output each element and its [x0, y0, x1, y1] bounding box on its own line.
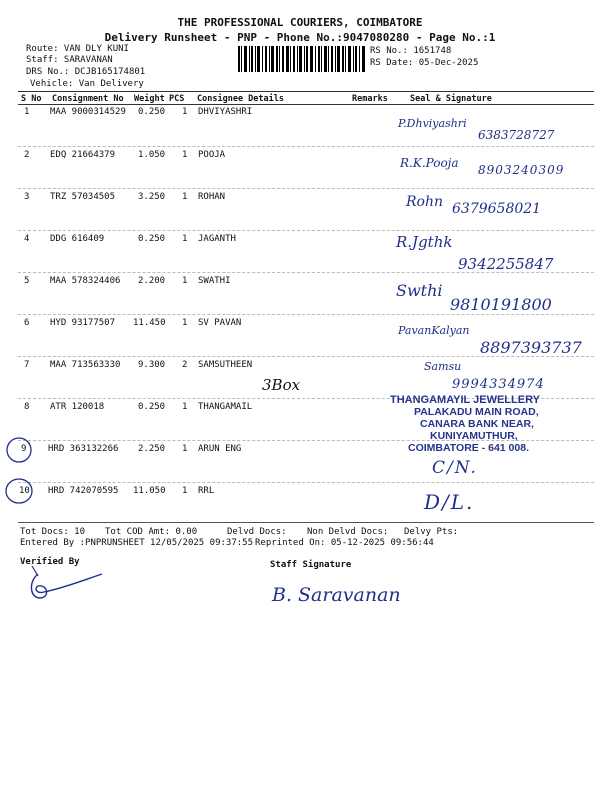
row-divider	[18, 230, 594, 231]
row-divider	[18, 146, 594, 147]
verified-by-label: Verified By	[20, 557, 80, 567]
hw-phone-row5: 9810191800	[450, 295, 552, 314]
company-title: THE PROFESSIONAL COURIERS, COIMBATORE	[177, 16, 423, 29]
row-sno: 4	[24, 234, 30, 244]
row-pcs: 1	[182, 234, 188, 244]
hw-note-3box: 3Box	[262, 376, 301, 394]
staff-signature-label: Staff Signature	[270, 560, 352, 570]
row-pcs: 1	[182, 444, 188, 454]
row-divider	[18, 188, 594, 189]
row-sno: 8	[24, 402, 30, 412]
row-consignment: HRD 363132266	[48, 444, 119, 454]
col-seal-signature: Seal & Signature	[410, 94, 492, 104]
row-weight: 11.450	[133, 318, 166, 328]
row-consignee: DHVIYASHRI	[198, 107, 253, 117]
col-weight: Weight	[134, 94, 165, 104]
row-sno: 9	[21, 444, 27, 454]
row-consignment: TRZ 57034505	[50, 192, 116, 202]
hw-sign-row5: Swthi	[396, 281, 443, 300]
row-consignee: SWATHI	[198, 276, 231, 286]
hw-sign-row2: R.K.Pooja	[400, 156, 459, 170]
row-weight: 2.200	[138, 276, 166, 286]
row-consignee: RRL	[198, 486, 215, 496]
circle-row-10	[6, 479, 32, 503]
hw-sign-row6: PavanKalyan	[398, 324, 470, 337]
row-weight: 2.250	[138, 444, 166, 454]
row-sno: 10	[19, 486, 30, 496]
row-weight: 3.250	[138, 192, 166, 202]
row-sno: 3	[24, 192, 30, 202]
row-sno: 7	[24, 360, 30, 370]
row-consignment: HYD 93177507	[50, 318, 116, 328]
row-pcs: 1	[182, 276, 188, 286]
row-sno: 5	[24, 276, 30, 286]
barcode-graphic	[238, 46, 366, 72]
row-consignee: SAMSUTHEEN	[198, 360, 253, 370]
col-consignment: Consignment No	[52, 94, 124, 104]
row-sno: 2	[24, 150, 30, 160]
rs-number: RS No.: 1651748	[370, 46, 452, 56]
hw-phone-row7: 9994334974	[452, 377, 545, 392]
hw-sign-row7: Samsu	[424, 360, 462, 373]
hw-sign-row3: Rohn	[406, 194, 444, 210]
reprinted-on: Reprinted On: 05-12-2025 09:56:44	[255, 538, 434, 548]
verified-signature-icon	[24, 562, 134, 606]
table-bottom-rule	[18, 522, 594, 523]
row-consignment: EDQ 21664379	[50, 150, 116, 160]
row-weight: 0.250	[138, 107, 166, 117]
entered-by: Entered By :PNPRUNSHEET 12/05/2025 09:37:55	[20, 538, 253, 548]
row-consignee: ROHAN	[198, 192, 226, 202]
table-top-rule	[18, 91, 594, 92]
row-pcs: 1	[182, 318, 188, 328]
drs-number: DRS No.: DCJB165174801	[26, 67, 146, 77]
row-consignment: MAA 578324406	[50, 276, 121, 286]
hw-phone-row6: 8897393737	[480, 338, 582, 357]
stamp-line4: KUNIYAMUTHUR,	[430, 430, 518, 442]
staff-signature-hw: B. Saravanan	[272, 584, 401, 606]
stamp-line1: THANGAMAYIL JEWELLERY	[390, 394, 540, 406]
total-docs: Tot Docs: 10	[20, 527, 86, 537]
delivered-docs: Delvd Docs:	[227, 527, 287, 537]
hw-sign-row1: P.Dhviyashri	[398, 117, 467, 130]
barcode	[238, 46, 366, 72]
row-pcs: 1	[182, 402, 188, 412]
row-consignee: SV PAVAN	[198, 318, 242, 328]
row-consignee: JAGANTH	[198, 234, 236, 244]
row-consignment: ATR 120018	[50, 402, 105, 412]
row-pcs: 2	[182, 360, 188, 370]
row-weight: 0.250	[138, 402, 166, 412]
row-pcs: 1	[182, 150, 188, 160]
row-consignment: MAA 713563330	[50, 360, 121, 370]
row-consignment: HRD 742070595	[48, 486, 119, 496]
table-header-rule	[18, 104, 594, 105]
hw-phone-row4: 9342255847	[458, 255, 554, 273]
total-cod-amount: Tot COD Amt: 0.00	[105, 527, 198, 537]
row-consignee: THANGAMAIL	[198, 402, 253, 412]
row-divider	[18, 482, 594, 483]
hw-phone-row1: 6383728727	[478, 128, 555, 142]
stamp-line2: PALAKADU MAIN ROAD,	[414, 406, 539, 418]
row-weight: 9.300	[138, 360, 166, 370]
row-pcs: 1	[182, 192, 188, 202]
hw-phone-row3: 6379658021	[452, 201, 542, 217]
rs-date: RS Date: 05-Dec-2025	[370, 58, 479, 68]
row-weight: 1.050	[138, 150, 166, 160]
non-delivered-docs: Non Delvd Docs:	[307, 527, 389, 537]
stamp-line5: COIMBATORE - 641 008.	[408, 442, 529, 454]
row-pcs: 1	[182, 107, 188, 117]
sno-circles	[4, 433, 40, 509]
row-consignment: MAA 9000314529	[50, 107, 126, 117]
row-sno: 1	[24, 107, 30, 117]
row-consignment: DDG 616409	[50, 234, 105, 244]
route-label: Route: VAN DLY KUNI	[26, 44, 129, 54]
row-consignee: POOJA	[198, 150, 226, 160]
row-divider	[18, 314, 594, 315]
row-weight: 11.050	[133, 486, 166, 496]
row-consignee: ARUN ENG	[198, 444, 242, 454]
runsheet-subtitle: Delivery Runsheet - PNP - Phone No.:9047080280 - Page No.:1	[104, 31, 496, 44]
hw-note-dl: D/L.	[424, 490, 475, 514]
staff-label: Staff: SARAVANAN	[26, 55, 113, 65]
delivery-points: Delvy Pts:	[404, 527, 459, 537]
row-weight: 0.250	[138, 234, 166, 244]
stamp-line3: CANARA BANK NEAR,	[420, 418, 534, 430]
col-sno: S No	[21, 94, 42, 104]
hw-sign-row4: R.Jgthk	[396, 233, 453, 251]
vehicle-label: Vehicle: Van Delivery	[30, 79, 144, 89]
col-pcs: PCS	[169, 94, 185, 104]
hw-note-cn: C/N.	[432, 458, 478, 478]
col-remarks: Remarks	[352, 94, 388, 104]
row-sno: 6	[24, 318, 30, 328]
circle-row-9	[7, 438, 31, 462]
col-consignee: Consignee Details	[197, 94, 284, 104]
row-pcs: 1	[182, 486, 188, 496]
hw-phone-row2: 8903240309	[478, 163, 565, 177]
